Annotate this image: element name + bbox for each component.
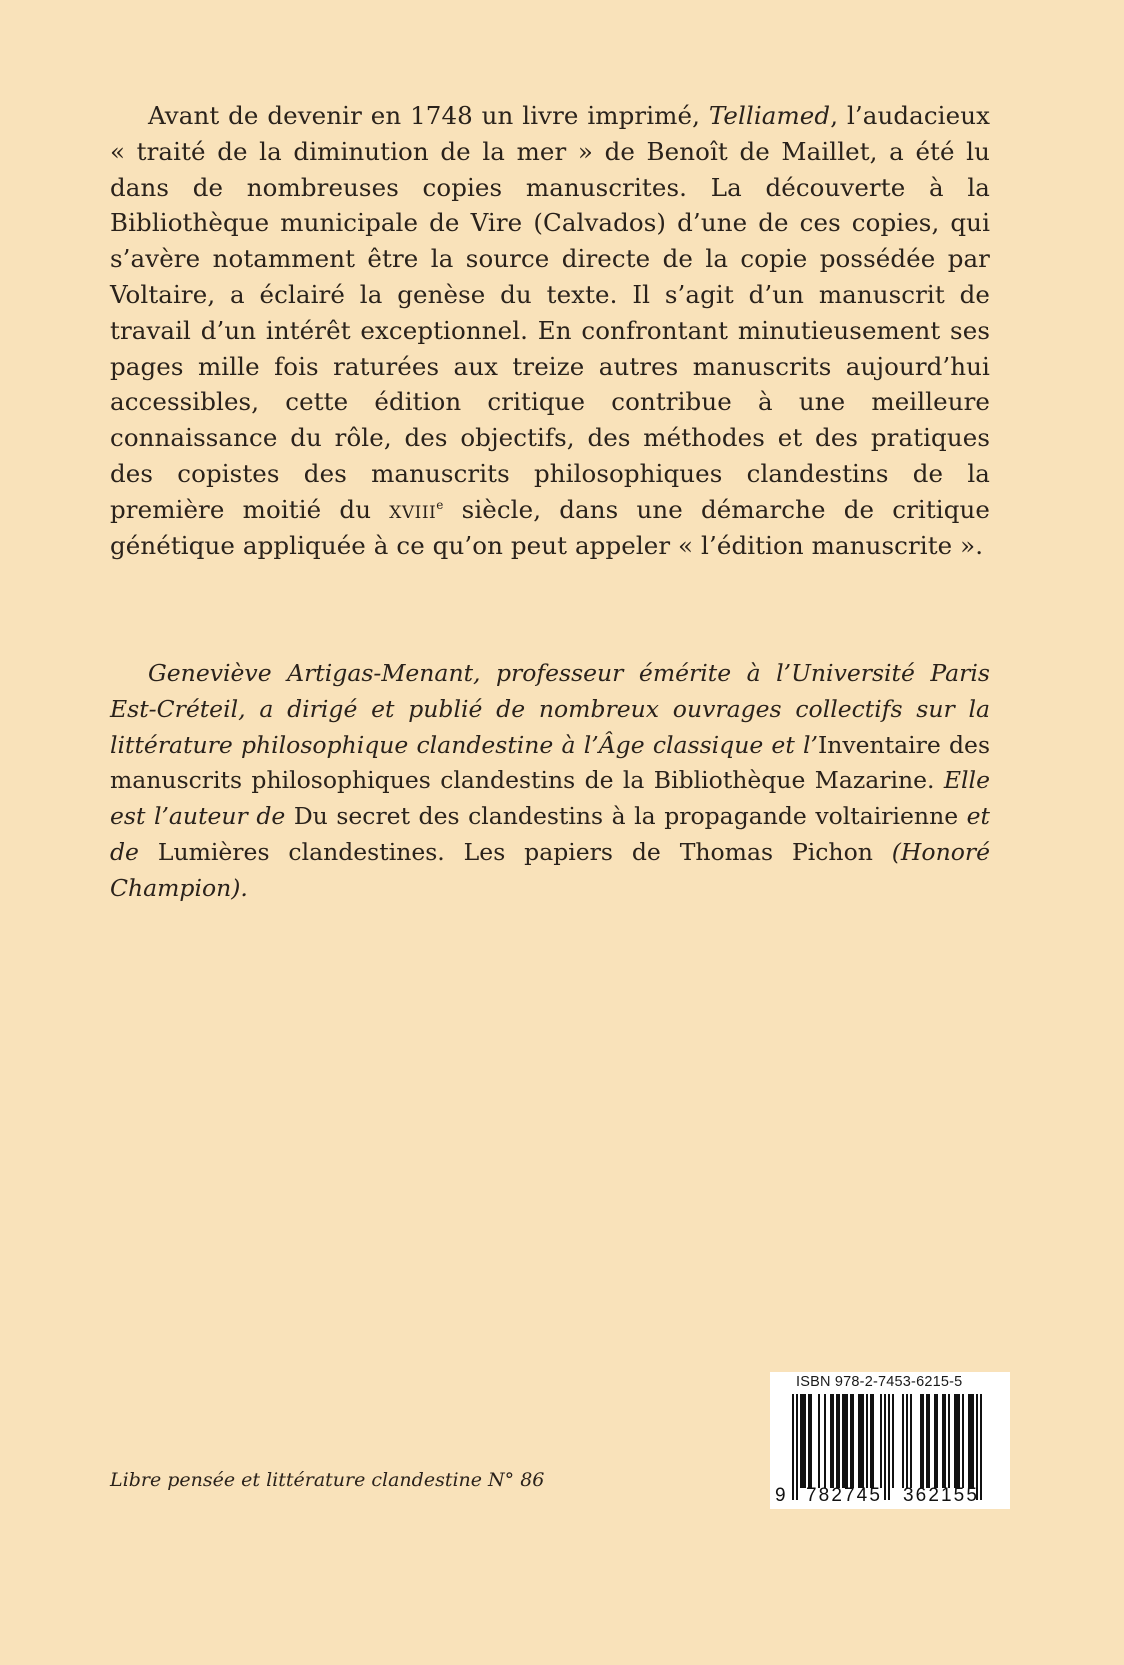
barcode-bar	[842, 1394, 844, 1488]
barcode-bar	[922, 1394, 924, 1488]
bio-text-1: Geneviève Artigas-Menant, professeur émérite à l’Université Paris Est-Créteil, a dirigé et publié de nombreux ouvrages collectifs sur la littérature philosophique clandestine à l’Âge classique et l’	[110, 659, 990, 759]
barcode-bar	[956, 1394, 958, 1488]
barcode-bar	[892, 1394, 894, 1488]
book-title-telliamed: Telliamed	[708, 101, 831, 130]
bio-work-title-1: Inventaire des manuscrits philosophiques clandestins de la Bibliothèque Mazarine.	[110, 730, 990, 795]
series-label: Libre pensée et littérature clandestine N° 86	[110, 1469, 545, 1491]
barcode-bar	[958, 1394, 960, 1488]
barcode-bar	[850, 1394, 852, 1488]
barcode-bar	[926, 1394, 928, 1488]
barcode-bar	[962, 1394, 964, 1488]
bio-text-3: et de	[110, 802, 990, 866]
isbn-barcode-box	[770, 1372, 1010, 1509]
barcode-bar	[800, 1394, 802, 1488]
bio-work-title-2: Du secret des clandestins à la propagande voltairienne	[293, 802, 959, 831]
barcode-bar	[910, 1394, 912, 1488]
barcode-bar	[972, 1394, 974, 1488]
barcode-bar	[852, 1394, 854, 1488]
bio-text-2: Elle est l’auteur de	[110, 766, 990, 831]
barcode-bar	[804, 1394, 806, 1488]
barcode-bar	[948, 1394, 950, 1488]
barcode-bar	[880, 1394, 882, 1488]
barcode-bar	[902, 1394, 904, 1488]
ean-first-digit: 9	[775, 1485, 786, 1506]
barcode-bar	[872, 1394, 874, 1488]
barcode-bar	[928, 1394, 930, 1488]
barcode-bar	[808, 1394, 810, 1488]
barcode-bar	[970, 1394, 972, 1488]
blurb-text-1: Avant de devenir en 1748 un livre imprimé,	[148, 101, 709, 130]
barcode-bar	[810, 1394, 812, 1488]
barcode-bar	[968, 1394, 970, 1488]
barcode-bar	[906, 1394, 908, 1488]
barcode-bar	[920, 1394, 922, 1488]
barcode-bar	[802, 1394, 804, 1488]
barcode-bar	[832, 1394, 834, 1488]
isbn-label: ISBN 978-2-7453-6215-5	[796, 1374, 963, 1390]
barcode-bar	[954, 1394, 956, 1488]
barcode-bar	[862, 1394, 864, 1488]
blurb-text-3: siècle, dans une démarche de critique génétique appliquée à ce qu’on peut appeler « l’édition manuscrite ».	[110, 494, 990, 560]
barcode-bar	[846, 1394, 848, 1488]
century-superscript: e	[436, 497, 444, 512]
barcode-bar	[836, 1394, 838, 1488]
barcode-bar	[824, 1394, 826, 1488]
barcode-bar	[858, 1394, 860, 1488]
blurb-text-2: , l’audacieux « traité de la diminution de la mer » de Benoît de Maillet, a été lu dans de nombreuses copies manuscrites. La découverte à la Bibliothèque municipale de Vire (Calvados) d’une de ces copies, qui s’avère notamment être la source directe de la copie possédée par Voltaire, a éclairé la genèse du texte. Il s’agit d’un manuscrit de travail d’un intérêt exceptionnel. En confrontant minutieusement ses pages mille fois raturées aux treize autres manuscrits aujourd’hui accessibles, cette édition critique contribue à une meilleure connaissance du rôle, des objectifs, des méthodes et des pratiques des copistes des manuscrits philosophiques clandestins de la première moitié du	[110, 101, 990, 524]
barcode-bar	[866, 1394, 868, 1488]
barcode-bar	[830, 1394, 832, 1488]
barcode-bar	[818, 1394, 820, 1488]
barcode-bar	[860, 1394, 862, 1488]
barcode-bar	[944, 1394, 946, 1488]
barcode-bar	[934, 1394, 936, 1488]
bio-text-4: (Honoré Champion).	[110, 837, 990, 902]
barcode-bar	[838, 1394, 840, 1488]
century-numeral: xviii	[389, 494, 437, 524]
ean-left-group: 782745	[805, 1485, 882, 1506]
barcode-bar	[936, 1394, 938, 1488]
bio-work-title-3: Lumières clandestines. Les papiers de Thomas Pichon	[157, 837, 873, 866]
barcode-bar	[942, 1394, 944, 1488]
book-blurb	[110, 98, 990, 563]
barcode-bar	[844, 1394, 846, 1488]
barcode-bar	[870, 1394, 872, 1488]
ean-digits	[770, 1485, 1010, 1507]
ean-right-group: 362155	[902, 1485, 979, 1506]
author-bio	[110, 656, 990, 907]
